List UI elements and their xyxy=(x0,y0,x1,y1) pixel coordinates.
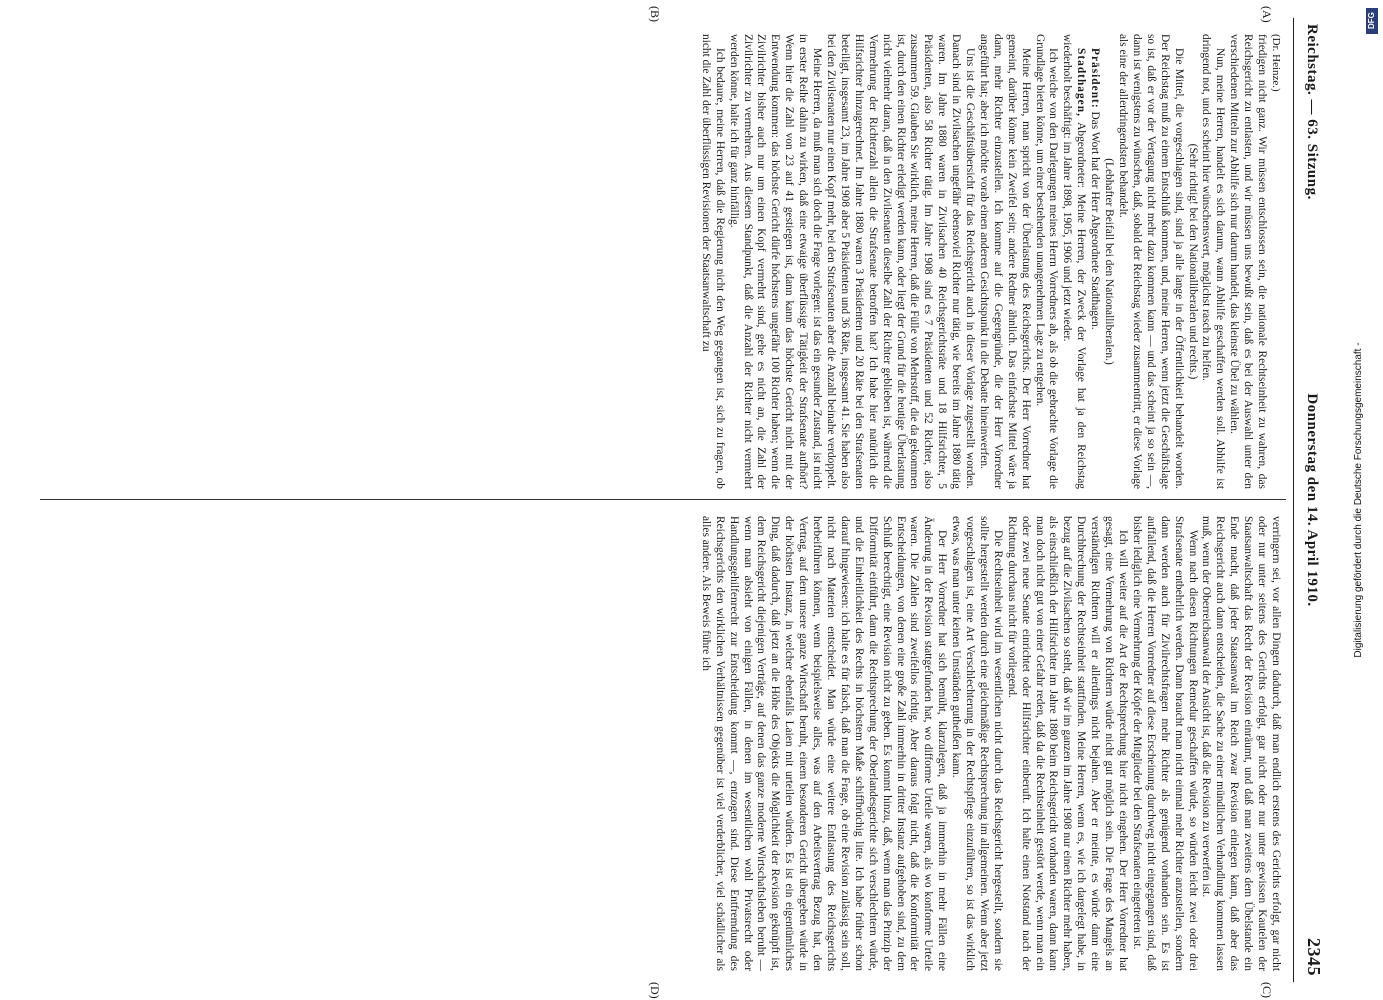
left-column xyxy=(40,34,1282,489)
paragraph: Die Mittel, die vorgeschlagen sind, sind ja alle lange in der Öffentlichkeit behandelt worden. Der Reichstag muß zu einem Entschluß kommen, und, meine Herren, wenn jetzt die Geschäftslage so ist, daß er vor der Vertagung nicht mehr dazu kommen kann — und das scheint ja so sein —, dann ist wenigstens zu wünschen, daß, sobald der Reichstag wieder zusammentritt, er diese Vorlage als eine der allerdringendsten behandelt. xyxy=(1117,34,1185,489)
column-divider xyxy=(40,499,1286,500)
paragraph: Wenn nach diesen Richtungen Remedur geschaffen würde, so würden leicht zwei oder drei Strafsenate entbehrlich werden. Dann braucht man nicht einmal mehr Richter anzustellen, sondern dann werden auch für Zivilrechtsfragen mehr Richter als genügend vorhanden sein. Es ist auffallend, daß die Herren Vorredner auf diese Erscheinung durchweg nicht eingegangen sind, daß bisher lediglich eine Vermehrung der Köpfe der Mitglieder bei den Strafsenaten eingetreten ist. xyxy=(1130,516,1199,971)
paragraph: Uns ist die Geschäftsübersicht für das Reichsgericht auch in dieser Vorlage zugestellt worden. Danach sind in Zivilsachen ungefähr ebensoviel Richter nur tätig, wie bereits im Jahre 1880 tätig waren. Im Jahre 1880 waren in Zivilsachen 40 Reichsgerichtsräte und 18 Hilfsrichter, 5 Präsidenten, also 58 Richter tätig. Im Jahre 1908 sind es 7 Präsidenten und 52 Richter, also zusammen 59. Glauben Sie wirklich, meine Herren, daß die Fülle von Mehrstoff, die da gekommen ist, durch den einen Richter erledigt werden kann, oder liegt der Grund für die heutige Überlastung nicht vielmehr daran, daß in den Zivilsenaten dieselbe Zahl der Richter geblieben ist, während die Vermehrung der Richterzahl allein die Strafsenate betroffen hat? Ich habe hier natürlich die Hilfsrichter hinzugerechnet. Im Jahre 1880 waren 3 Präsidenten und 20 Räte bei den Strafsenaten beteiligt, insgesamt 23, im Jahre 1908 aber 5 Präsidenten und 36 Räte, insgesamt 41. Sie haben also bei den Zivilsenaten nur einen Kopf mehr, bei den Strafsenaten aber die Anzahl beinahe verdoppelt. xyxy=(825,34,977,490)
header-rule xyxy=(1293,18,1294,982)
margin-marker-a: (A) xyxy=(1260,6,1274,23)
interjection: (Lebhafter Beifall bei den Nationalliberalen.) xyxy=(1103,158,1116,365)
digitization-note-text: Digitalisierung gefördert durch die Deutsche Forschungsgemeinschaft - xyxy=(1353,342,1364,658)
paragraph: Nun, meine Herren, handelt es sich darum, wann Abhilfe geschaffen werden soll. Abhilfe ist dringend not, und es scheint hier wünschenswert, möglichst rasch zu helfen. xyxy=(1200,34,1227,489)
paragraph: Der Herr Vorredner hat sich bemüht, klarzulegen, daß ja immerhin in mehr Fällen eine Änderung in der Revision stattgefunden hat, wo difforme Urteile waren, als wo konforme Urteile waren. Die Zahlen sind zweifellos richtig. Aber daraus folgt nicht, daß die Konformität der Entscheidungen, von denen eine große Zahl immerhin in dritter Instanz aufgehoben sind, zu dem Schluß berechtigt, eine Revision nicht zu geben. Es kommt hinzu, daß, wenn man das Prinzip der Difformität einführt, dann die Rechtsprechung der Oberlandesgerichte sich verschlechtern würde, und die Einheitlichkeit des Rechts in höchstem Maße schiffbrüchig litte. Ich habe früher schon darauf hingewiesen: ich halte es für falsch, daß man die Frage, ob eine Revision zulässig sein soll, nicht nach Materien entscheidet. Man würde eine weitere Entlastung des Reichsgerichts herbeiführen können, wenn beispielsweise alles, was auf den Arbeitsvertrag Bezug hat, den Vertrag, auf dem unsere ganze Wirtschaft beruht, einem besonderen Gericht übergeben würde in der höchsten Instanz, in welcher ebenfalls Laien mit urteilen würden. Es ist ein eigentümliches Ding, daß dadurch, daß jetzt an die Höhe des Objekts die Möglichkeit der Revision geknüpft ist, dem Reichsgericht diejenigen Verträge, auf denen das ganze moderne Wirtschaftsleben beruht — wenn man absieht von einigen Fällen, in denen im wesentlichen wohl Privatsrecht oder Handlungsgehilfenrecht zur Entscheidung kommt —, entzogen sind. Diese Entfremdung des Reichsgerichts den wirklichen Verhältnissen gegenüber ist viel verderblicher, viel schädlicher als alles andere. Als Beweis führe ich xyxy=(699,516,949,971)
right-column xyxy=(40,516,1282,971)
paragraph: friedigen nicht ganz. Wir müssen entschlossen sein, die nationale Rechtseinheit zu wahren, das Reichsgericht zu entlasten, und wir müssen uns bewußt sein, daß es bei der Auswahl unter den verschiedenen Mitteln zur Abhilfe sich nur darum handelt, das kleinste Übel zu wählen. xyxy=(1228,34,1269,489)
speaker-name: Präsident: xyxy=(1089,48,1102,109)
digitization-note xyxy=(1353,160,1371,840)
page-header xyxy=(1296,0,1324,1000)
paragraph: Die Rechtseinheit wird im wesentlichen nicht durch das Reichsgericht hergestellt, sondern sie sollte hergestellt werden durch eine gleichmäßige Rechtsprechung im allgemeinen. Wenn aber jetzt vorgeschlagen ist, eine Art Verschlechterung in der Rechtspflege einzuführen, so ist das wirklich etwas, was man unter keinen Umständen gutheißen kann. xyxy=(950,516,1004,971)
paragraph: verringern sei, vor allen Dingen dadurch, daß man endlich erstens des Gerichts erfolgt, gar nicht oder nur unter seitens des Gerichts erfolgt, gar nicht oder nur unter gewissen Kautelen der Staatsanwaltschaft das Recht der Revision einräumt, und daß man zweitens dem Übelstande ein Ende macht, daß jeder Staatsanwalt im Reich zwar Revision einlegen kann, daß aber das Reichsgericht auch dann entscheiden, die Sache zu einer mündlichen Verhandlung kommen lassen muß, wenn der Oberreichsanwalt der Ansicht ist, daß die Revision zu verwerfen ist. xyxy=(1200,516,1282,971)
header-left: Reichstag. — 63. Sitzung. xyxy=(1304,24,1320,200)
paragraph: Ich bedaure, meine Herren, daß die Regierung nicht den Weg gegangen ist, sich zu fragen, ob nicht die Zahl der überflüssigen Revisionen der Staatsanwaltschaft zu xyxy=(699,34,726,489)
dfg-logo: DFG xyxy=(1366,8,1378,34)
margin-marker-b: (B) xyxy=(648,6,662,22)
paragraph: Meine Herren, man spricht von der Überlastung des Reichsgerichts. Der Herr Vorredner hat gemeint, darüber könne kein Zweifel sein; andere Redner ähnlich. Das einfachste Mittel wäre ja dann, mehr Richter einzustellen. Ich komme auf die Gegengründe, die der Herr Vorredner angeführt hat; aber ich möchte vorab einen anderen Gesichtspunkt in die Debatte hineinwerfen. xyxy=(977,34,1032,489)
paragraph: Meine Herren, da muß man sich doch die Frage vorlegen: ist das ein gesunder Zustand, ist nicht in erster Reihe dahin zu wirken, daß eine etwaige überflüssige Tätigkeit der Strafsenate aufhört? Wenn hier die Zahl von 23 auf 41 gestiegen ist, dann kann das höchste Gericht nicht mit der Entwendung kommen: das höchste Gericht dürfe höchstens ungefähr 100 Richter haben; wenn die Zivilrichter bisher auch nur um einen Kopf vermehrt sind, gehe es nicht an, die Zahl der Zivilrichter zu vermehren. Aus diesem Standpunkt, daß die Anzahl der Richter nicht vermehrt werden könne, halte ich für ganz hinfällig. xyxy=(727,34,824,489)
margin-marker-c: (C) xyxy=(1260,982,1274,998)
margin-marker-d: (D) xyxy=(648,982,662,999)
paragraph: Ich weiche von den Darlegungen meines Herrn Vorredners ab, als ob die gebrachte Vorlage die Grundlage bieten könne, um einer bestehenden unangenehmen Lage zu entgehen. xyxy=(1033,34,1060,489)
paragraph: Präsident: Das Wort hat der Herr Abgeordnete Stadthagen. xyxy=(1089,48,1102,330)
speaker-tag: (Dr. Heinze.) xyxy=(1270,34,1282,92)
interjection: (Sehr richtig! bei den Nationalliberalen und rechts.) xyxy=(1186,143,1199,380)
page-number: 2345 xyxy=(1304,938,1324,976)
paragraph: Ich will weiter auf die Art der Rechtsprechung hier nicht eingehen. Der Herr Vorredner hat gesagt, eine Vermehrung von Richtern würde nicht gut möglich sein. Die Frage des Mangels an verständigen Richtern will er allerdings nicht bejahen. Aber er meinte, es würde dann eine Durchbrechung der Rechtseinheit stattfinden. Meine Herren, wenn es, wie ich dargelegt habe, in bezug auf die Zivilsachen so steht, daß wir im ganzen im Jahre 1908 nur einen Richter mehr haben, als einschließlich der Hilfsrichter im Jahre 1880 beim Reichsgericht vorhanden waren, dann kann man doch nicht gut von einer Gefahr reden, daß da die Rechtseinheit gestört werde, wenn man ein oder zwei neue Senate einrichtet oder Hilfsrichter einberuft. Ich halte einen Notstand nach der Richtung durchaus nicht für vorliegend. xyxy=(1005,516,1130,971)
header-date: Donnerstag den 14. April 1910. xyxy=(1304,393,1320,607)
paragraph: Stadthagen, Abgeordneter: Meine Herren, der Zweck der Vorlage hat ja den Reichstag wiederholt beschäftigt: im Jahre 1898, 1905, 1906 und jetzt wieder. xyxy=(1061,34,1088,489)
speaker-name: Stadthagen, xyxy=(1075,48,1088,117)
